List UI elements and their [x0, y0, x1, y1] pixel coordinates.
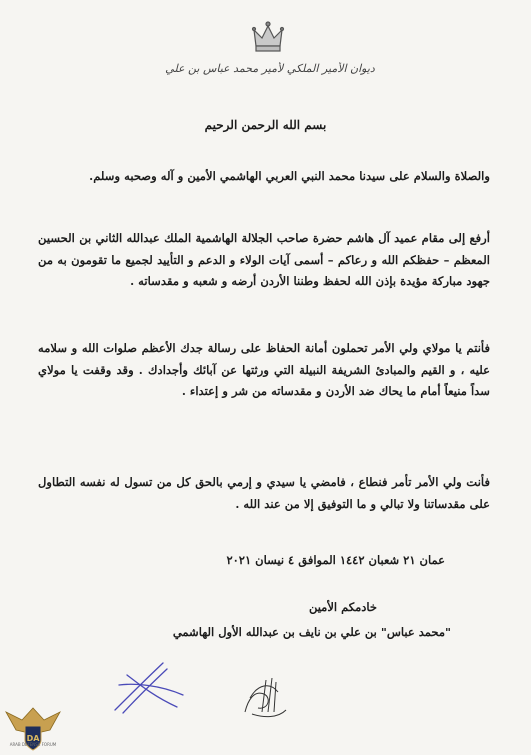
tughra-seal-icon — [240, 672, 290, 720]
paragraph-2: أرفع إلى مقام عميد آل هاشم حضرة صاحب الجلالة الهاشمية الملك عبدالله الثاني بن الحسين المعظم – حفظكم الله و رعاكم – أسمى آيات الولاء و الدعم و التأييد لجميع ما تقومون به من جهود مباركة مؤيدة بإذن الله لحفظ وطننا الأردن أرضه و شعبه و مقدساته . — [38, 231, 490, 288]
logo-caption: ARAB DEFENSE FORUM — [9, 742, 57, 747]
signatory-name: "محمد عباس" بن علي بن نايف بن عبدالله الأول الهاشمي — [172, 625, 451, 639]
closing-servant: خادمكم الأمين — [308, 600, 377, 614]
logo-abbr: DA — [26, 734, 40, 743]
basmala-heading: بسم الله الرحمن الرحيم — [204, 118, 327, 132]
date-line: عمان ٢١ شعبان ١٤٤٢ الموافق ٤ نيسان ٢٠٢١ — [226, 553, 445, 567]
paragraph-3: فأنتم يا مولاي ولي الأمر تحملون أمانة الحفاظ على رسالة جدك الأعظم صلوات الله و سلامه عليه ، و القيم والمبادئ الشريفة النبيلة التي ورثتها عن آبائك وأجدادك . وقد وقفت يا مولاي سداً منيعاً أمام ما يحاك ضد الأردن و مقدساته من شر و إعتداء . — [38, 341, 490, 398]
letterhead-text: ديوان الأمير الملكي لأمير محمد عباس بن علي — [165, 62, 375, 75]
paragraph-1: والصلاة والسلام على سيدنا محمد النبي العربي الهاشمي الأمين و آله وصحبه وسلم. — [89, 169, 490, 183]
crown-icon — [248, 18, 288, 58]
paragraph-4: فأنت ولي الأمر تأمر فنطاع ، فامضي يا سيدي و إرمي بالحق كل من تسول له نفسه التطاول على مقدساتنا ولا تبالي و ما التوفيق إلا من عند الله . — [38, 475, 490, 511]
handwritten-signature — [105, 655, 190, 717]
